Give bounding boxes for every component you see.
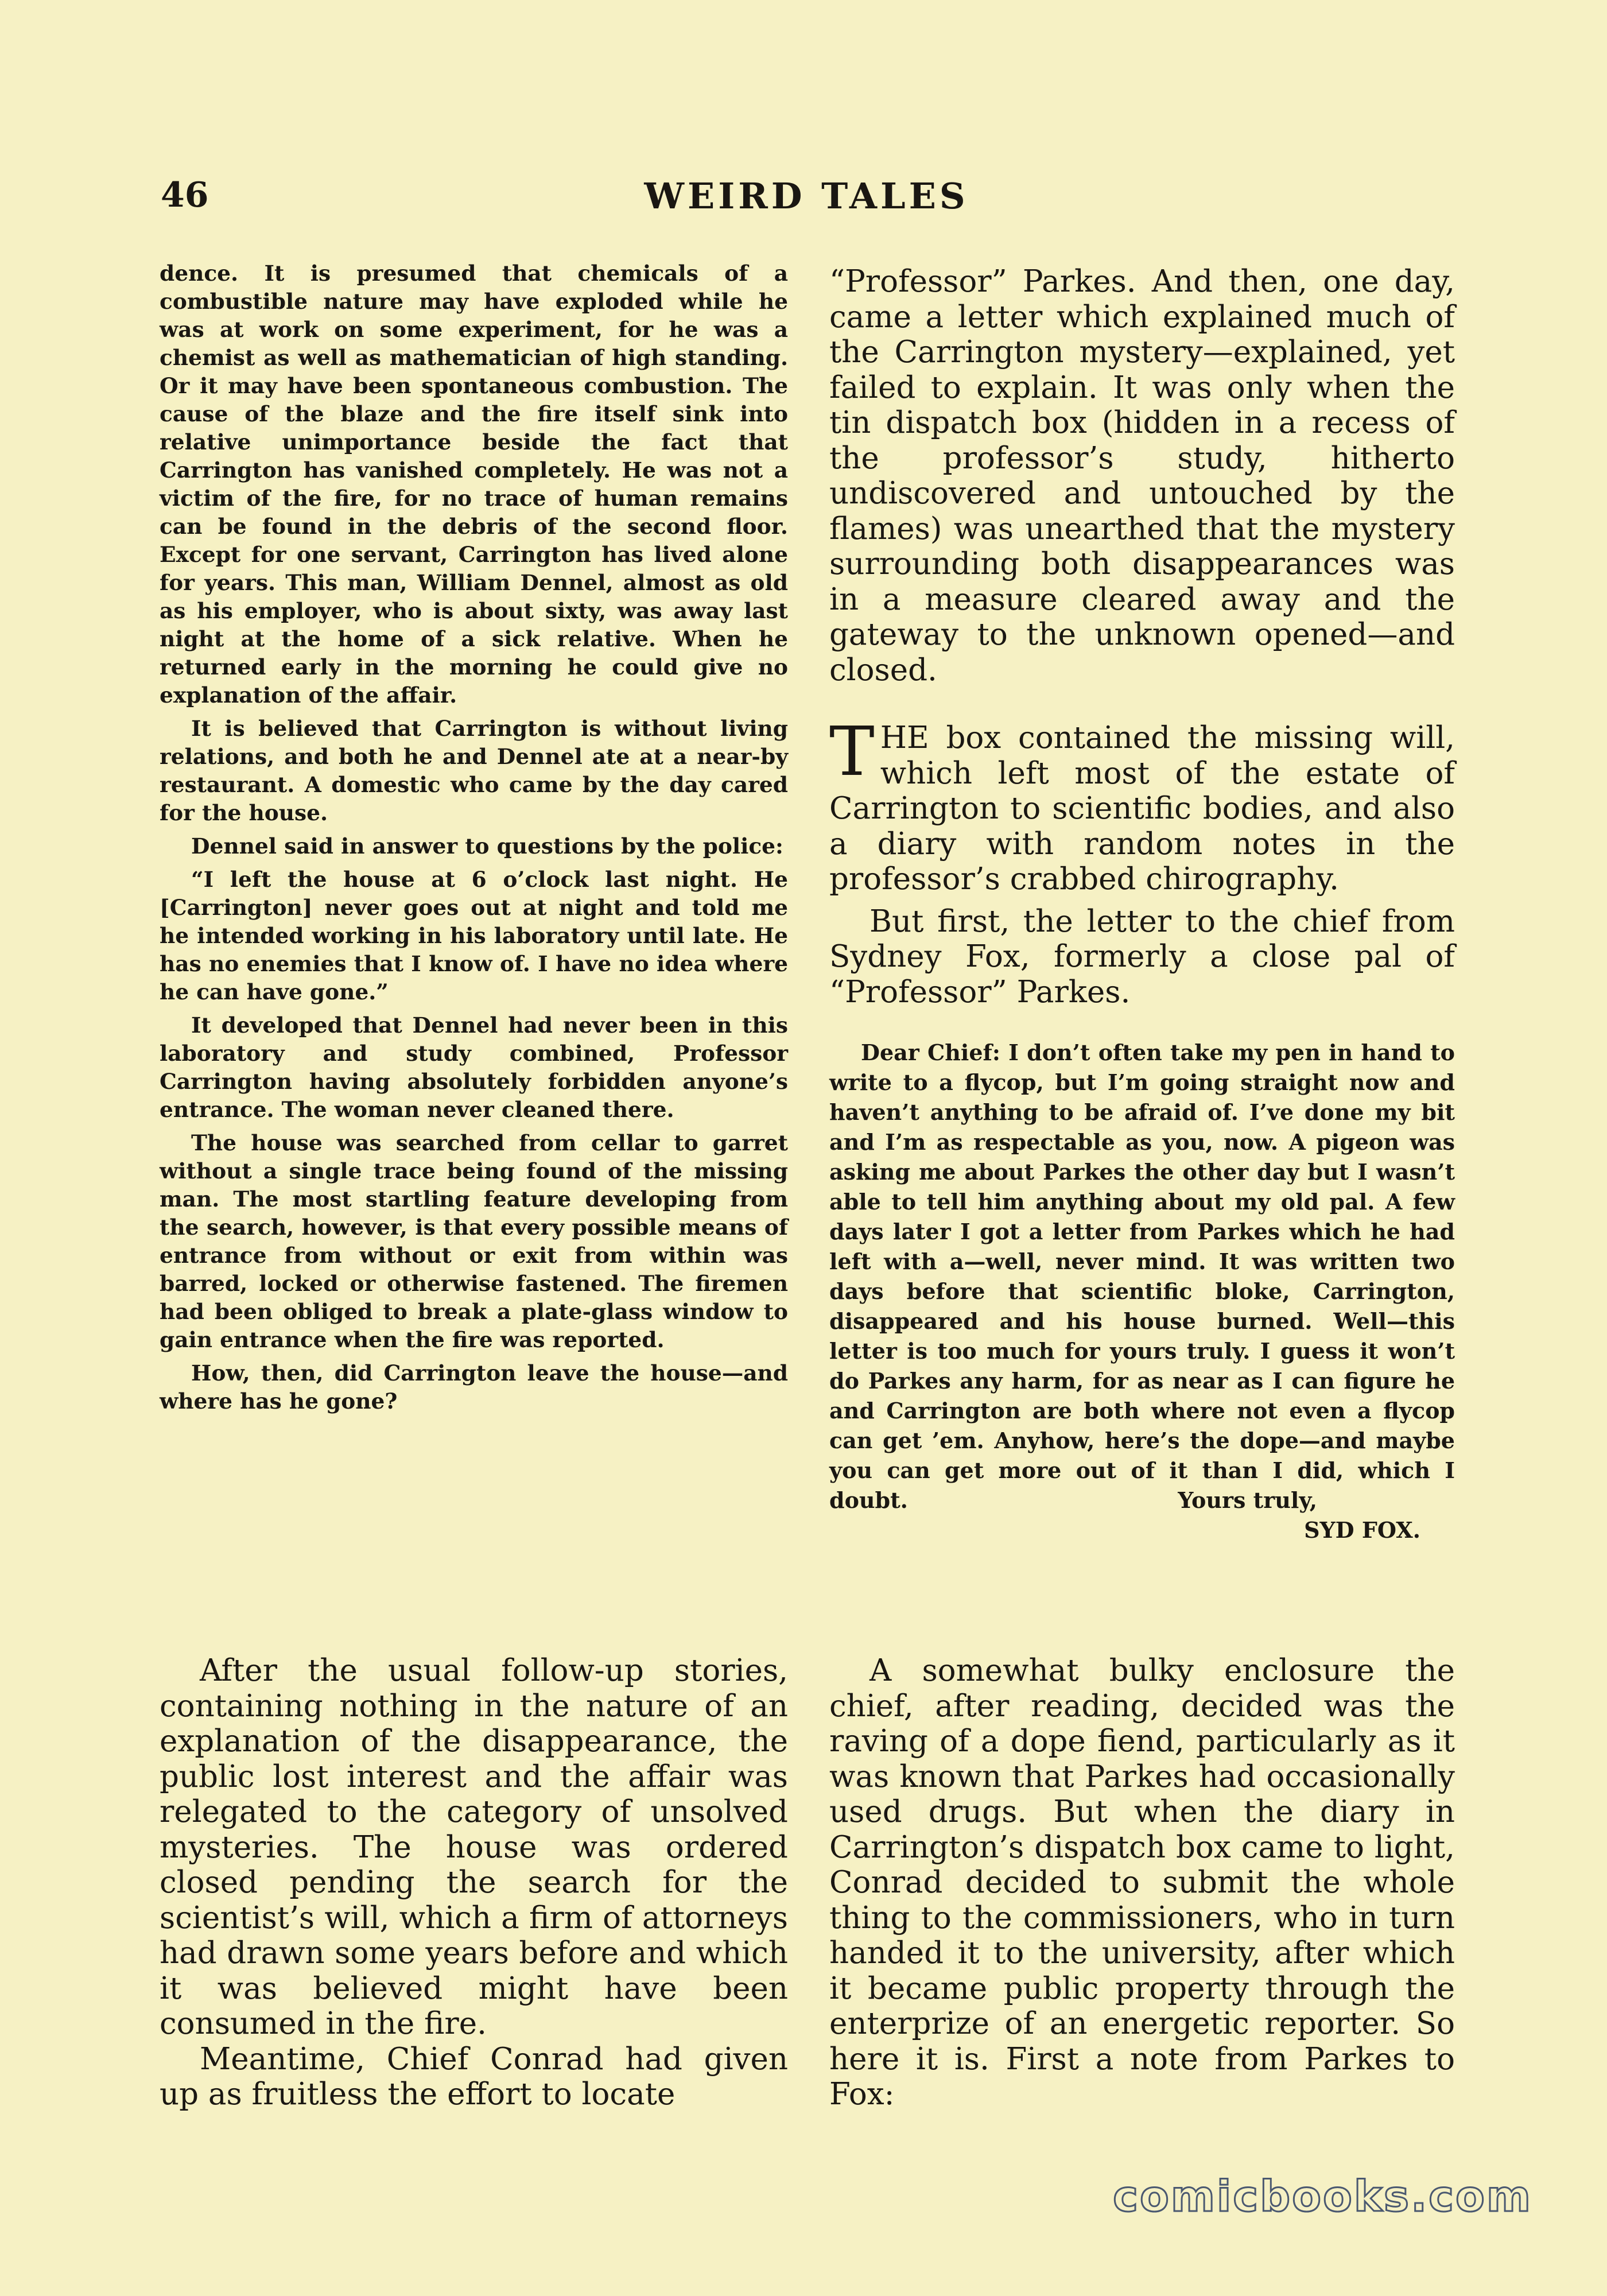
right-column-section [829, 712, 1455, 1010]
paragraph: Meantime, Chief Conrad had given up as fruitless the effort to locate [160, 2041, 788, 2112]
paragraph: A somewhat bulky enclosure the chief, after reading, decided was the raving of a dope fiend, particularly as it was known that Parkes had occasionally used drugs. But when the diary in Carrington’s dispatch box came to light, Conrad decided to submit the whole thing to the commissioners, who in turn handed it to the university, after which it became public property through the enterprize of an energetic reporter. So here it is. First a note from Parkes to Fox: [829, 1653, 1455, 2112]
paragraph: After the usual follow-up stories, containing nothing in the nature of an explanation of the disappearance, the public lost interest and the affair was relegated to the category of unsolved mysteries. The house was ordered closed pending the search for the scientist’s will, which a firm of attorneys had drawn some years before and which it was believed might have been consumed in the fire. [160, 1653, 788, 2041]
watermark-logo: comicbooks.com [1113, 2172, 1532, 2221]
paragraph: The house was searched from cellar to garret without a single trace being found of the missing man. The most startling feature developing from the search, however, is that every possible means of entrance from without or exit from within was barred, locked or otherwise fastened. The firemen had been obliged to break a plate-glass window to gain entrance when the fire was reported. [160, 1130, 788, 1352]
right-column-narrative [829, 1653, 1455, 2112]
paragraph-with-dropcap [829, 712, 1455, 897]
paragraph: It developed that Dennel had never been in this laboratory and study combined, Professor Carrington having absolutely forbidden anyone’s entrance. The woman never cleaned there. [160, 1013, 788, 1122]
letter-body: Dear Chief: I don’t often take my pen in hand to write to a flycop, but I’m going straight now and haven’t anything to be afraid of. I’ve done my bit and I’m as respectable as you, now. A pigeon was asking me about Parkes the other day but I wasn’t able to tell him anything about my old pal. A few days later I got a letter from Parkes which he had left with a—well, never mind. It was written two days before that scientific bloke, Carrington, disappeared and his house burned. Well—this letter is too much for yours truly. I guess it won’t do Parkes any harm, for as near as I can figure he and Carrington are both where not even a flycop can get ’em. Anyhow, here’s the dope—and maybe you can get more out of it than I did, which I doubt. [829, 1040, 1455, 1513]
letter-signature: SYD FOX. [1304, 1517, 1420, 1543]
paragraph: How, then, did Carrington leave the house—and where has he gone? [160, 1360, 788, 1414]
paragraph: Dennel said in answer to questions by the police: [191, 833, 783, 859]
running-head: WEIRD TALES [644, 175, 969, 217]
letter-from-syd-fox [829, 1038, 1455, 1545]
paragraph: dence. It is presumed that chemicals of a combustible nature may have exploded while he was at work on some experiment, for he was a chemist as well as mathematician of high standing. Or it may have been spontaneous combustion. The cause of the blaze and the fire itself sink into relative unimportance beside the fact that Carrington has vanished completely. He was not a victim of the fire, for no trace of human remains can be found in the debris of the second floor. Except for one servant, Carrington has lived alone for years. This man, William Dennel, almost as old as his employer, who is about sixty, was away last night at the home of a sick relative. When he returned early in the morning he could give no explanation of the affair. [160, 261, 788, 708]
paragraph-text: HE box contained the missing will, which left most of the estate of Carrington to scientific bodies, and also a diary with random notes in the professor’s crabbed chirography. [829, 720, 1455, 897]
left-column-narrative [160, 1653, 788, 2112]
right-column-intro [829, 264, 1455, 688]
page-header [161, 175, 1452, 221]
letter-closing: Yours truly, [1178, 1487, 1317, 1513]
page-number: 46 [161, 175, 209, 215]
paragraph: “Professor” Parkes. And then, one day, came a letter which explained much of the Carrington mystery—explained, yet failed to explain. It was only when the tin dispatch box (hidden in a recess of the professor’s study, hitherto undiscovered and untouched by the flames) was unearthed that the mystery surrounding both disappearances was in a measure cleared away and the gateway to the unknown opened—and closed. [829, 264, 1455, 688]
paragraph: But first, the letter to the chief from Sydney Fox, formerly a close pal of “Professor” Parkes. [829, 903, 1455, 1010]
paragraph: “I left the house at 6 o’clock last night. He [Carrington] never goes out at night and told me he intended working in his laboratory until late. He has no enemies that I know of. I have no idea where he can have gone.” [160, 867, 788, 1004]
drop-cap: T [829, 712, 875, 791]
left-column-news-report [160, 259, 788, 1421]
paragraph: It is believed that Carrington is without living relations, and both he and Dennel ate at a near-by restaurant. A domestic who came by the day cared for the house. [160, 716, 788, 825]
